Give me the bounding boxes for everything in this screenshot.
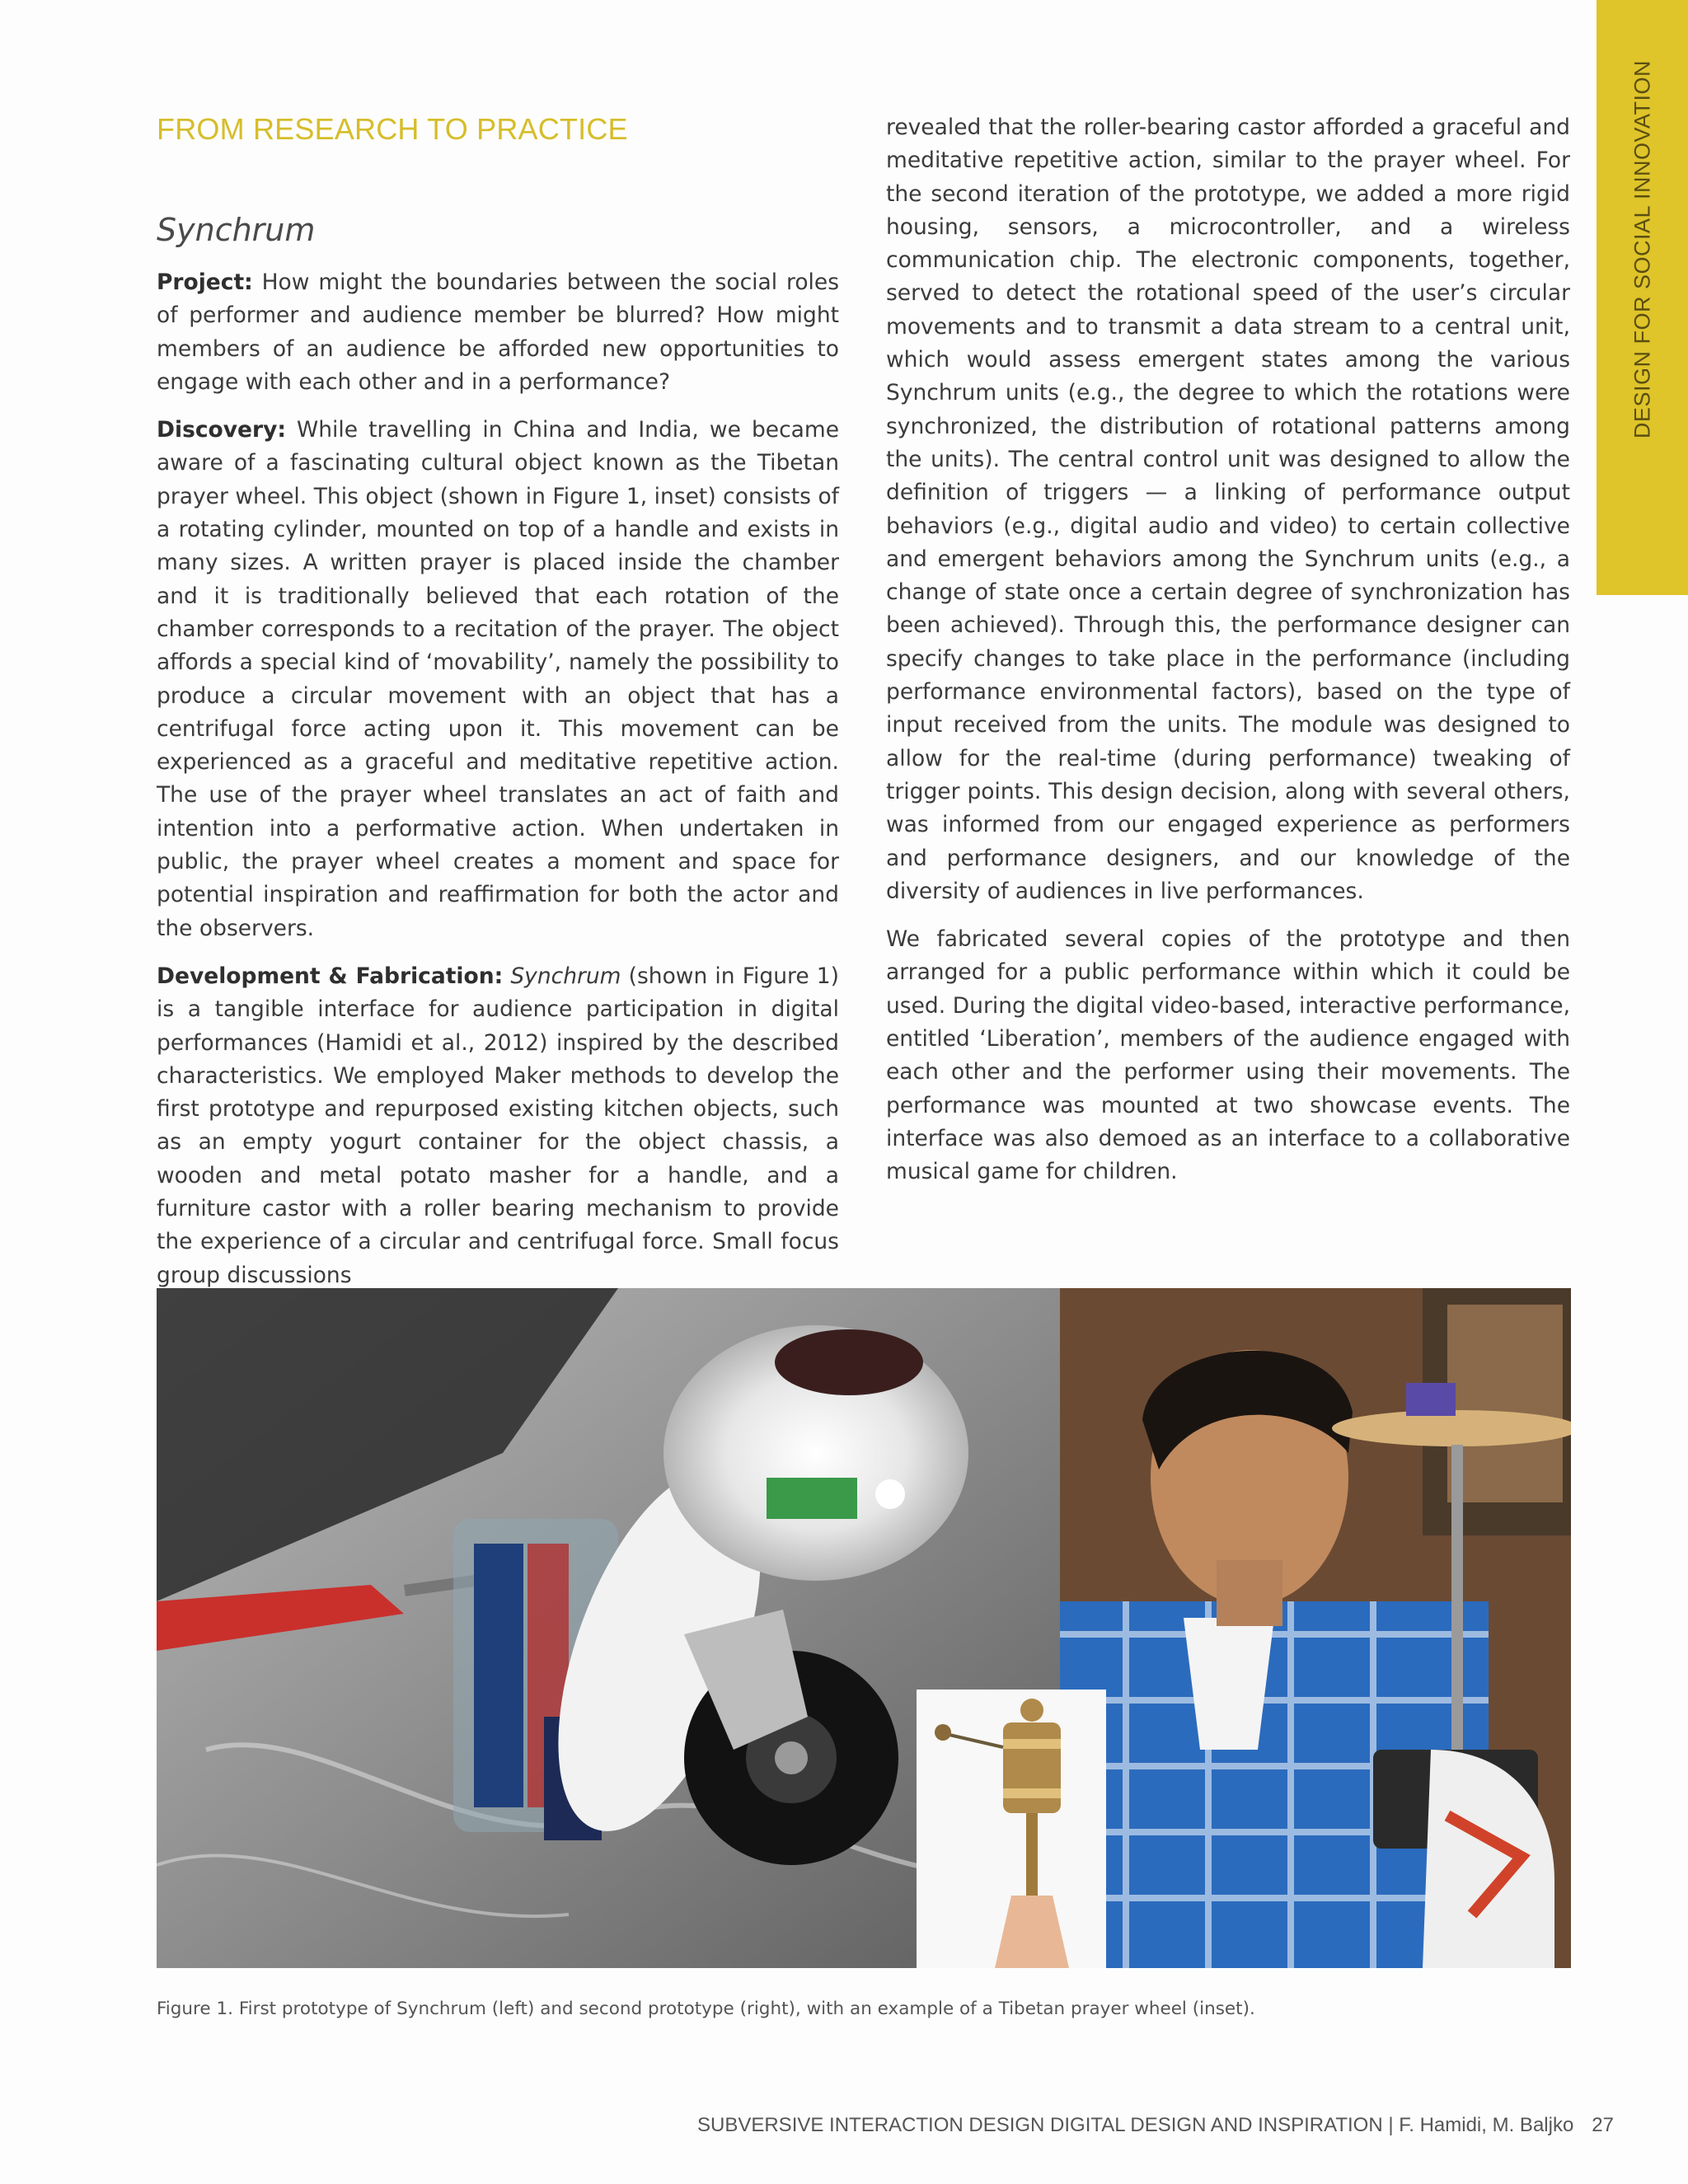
running-title: SUBVERSIVE INTERACTION DESIGN DIGITAL DESIGN AND INSPIRATION | F. Hamidi, M. Baljko xyxy=(696,2114,1574,2136)
project-lead: Project: xyxy=(157,269,253,295)
right-column xyxy=(886,111,1570,1204)
discovery-lead: Discovery: xyxy=(157,417,286,443)
development-text: (shown in Figure 1) is a tangible interface for audience participation in digital performances (Hamidi et al., 2012) inspired by the described characteristics. We employed Maker methods to develop the first prototype and repurposed existing kitchen objects, such as an empty yogurt container for the object chassis, a wooden and metal potato masher for a handle, and a furniture castor with a roller bearing mechanism to provide the experience of a circular and centrifugal force. Small focus group discussions xyxy=(157,963,839,1288)
prayer-wheel-inset xyxy=(917,1690,1106,1968)
side-tab-label: DESIGN FOR SOCIAL INNOVATION xyxy=(1629,60,1655,439)
page-number: 27 xyxy=(1592,2114,1614,2136)
development-paragraph xyxy=(157,960,839,1292)
figure-1 xyxy=(157,1288,1571,1968)
project-paragraph xyxy=(157,266,839,399)
project-text: How might the boundaries between the social roles of performer and audience member be blurred? How might members of an audience be afforded new opportunities to engage with each other and in a performance? xyxy=(157,269,839,395)
second-prototype-photo xyxy=(1060,1288,1571,1968)
right-paragraph-2: We fabricated several copies of the prototype and then arranged for a public performance within which it could be used. During the digital video-based, interactive performance, entitled ‘Liberation’, members of the audience engaged with each other and the performer using their movements. The performance was mounted at two showcase events. The interface was also demoed as an interface to a collaborative musical game for children. xyxy=(886,926,1570,1185)
page-footer xyxy=(697,2114,1614,2137)
development-lead: Development & Fabrication: xyxy=(157,963,504,989)
discovery-text: While travelling in China and India, we became aware of a fascinating cultural object known as the Tibetan prayer wheel. This object (shown in Figure 1, inset) consists of a rotating cylinder, mounted on top of a handle and exists in many sizes. A written prayer is placed inside the chamber and it is traditionally believed that each rotation of the chamber corresponds to a recitation of the prayer. The object affords a special kind of ‘movability’, namely the possibility to produce a circular movement with an object that has a centrifugal force acting upon it. This movement can be experienced as a graceful and meditative repetitive action. The use of the prayer wheel translates an act of faith and intention into a performative action. When undertaken in public, the prayer wheel creates a moment and space for potential inspiration and reaffirmation for both the actor and the observers. xyxy=(157,417,839,941)
left-column xyxy=(157,266,839,1307)
right-paragraph-1: revealed that the roller-bearing castor afforded a graceful and meditative repetitive action, similar to the prayer wheel. For the second iteration of the prototype, we added a more rigid housing, sensors, a microcontroller, and a wireless communication chip. The electronic components, together, served to detect the rotational speed of the user’s circular movements and to transmit a data stream to a central unit, which would assess emergent states among the various Synchrum units (e.g., the degree to which the rotations were synchronized, the distribution of rotational patterns among the units). The central control unit was designed to allow the definition of triggers — a linking of performance output behaviors (e.g., digital audio and video) to certain collective and emergent behaviors among the Synchrum units (e.g., a change of state once a certain degree of synchronization has been achieved). Through this, the performance designer can specify changes to take place in the performance (including performance environmental factors), based on the type of input received from the units. The module was designed to allow for the real-time (during performance) tweaking of trigger points. This design decision, along with several others, was informed from our engaged experience as performers and performance designers, and our knowledge of the diversity of audiences in live performances. xyxy=(886,115,1570,904)
development-em: Synchrum xyxy=(510,963,621,989)
discovery-paragraph xyxy=(157,414,839,945)
section-kicker: FROM RESEARCH TO PRACTICE xyxy=(157,112,628,146)
article-title: Synchrum xyxy=(157,212,316,248)
figure-caption: Figure 1. First prototype of Synchrum (left) and second prototype (right), with an example of a Tibetan prayer wheel (inset). xyxy=(157,1999,1255,2019)
